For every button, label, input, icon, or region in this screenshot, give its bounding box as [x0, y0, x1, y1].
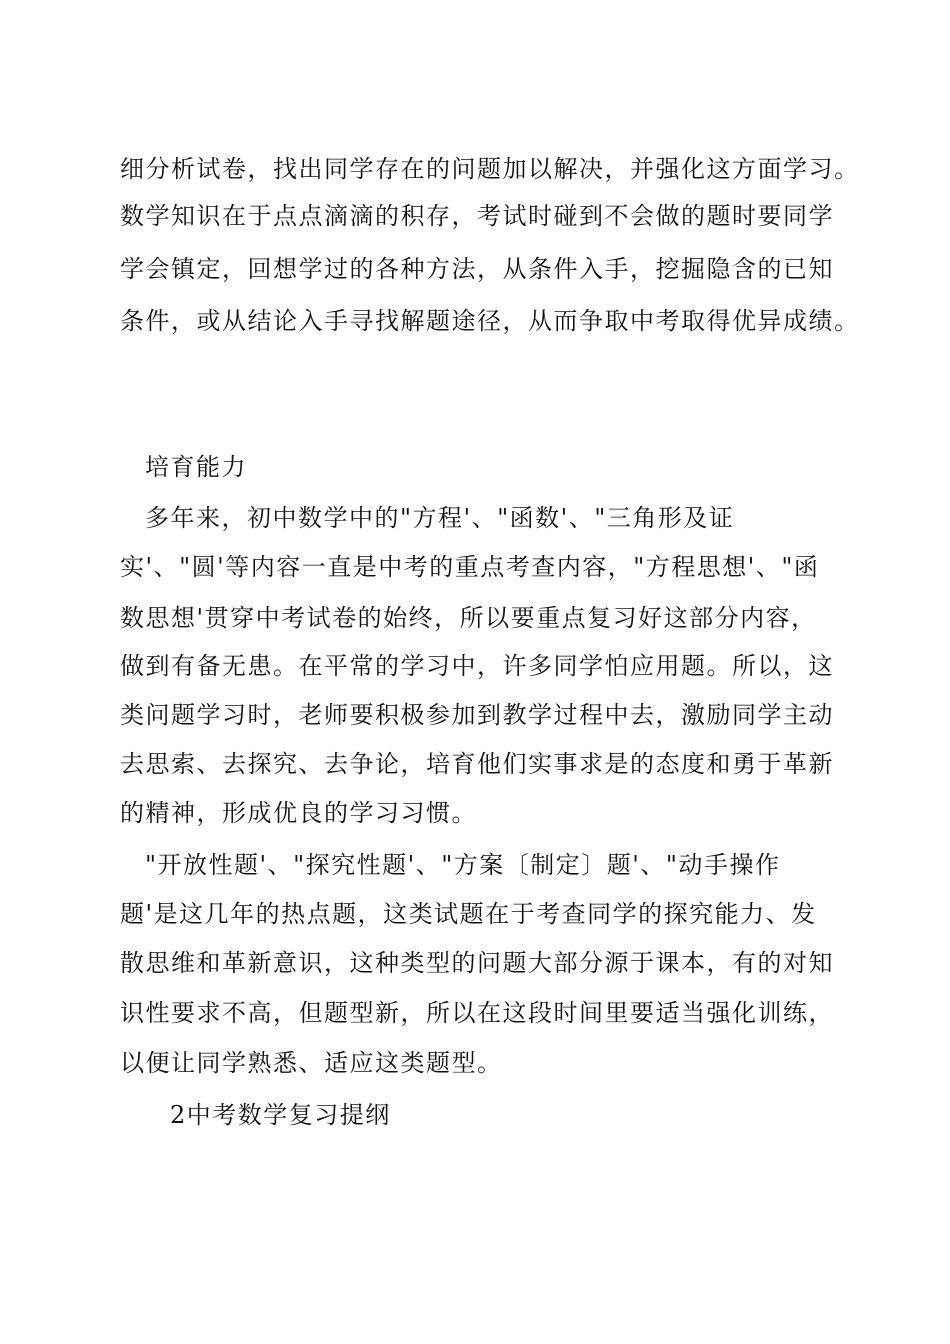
- paragraph-3-line-4: 识性要求不高，但题型新，所以在这段时间里要适当强化训练，: [120, 999, 834, 1027]
- paragraph-1-line-3: 学会镇定，回想学过的各种方法，从条件入手，挖掘隐含的已知: [120, 255, 834, 283]
- paragraph-2-line-6: 去思索、去探究、去争论，培育他们实事求是的态度和勇于革新: [120, 750, 834, 778]
- paragraph-2-line-1: 多年来，初中数学中的"方程'、"函数'、"三角形及证: [145, 504, 735, 532]
- paragraph-2-line-5: 类问题学习时，老师要积极参加到教学过程中去，激励同学主动: [120, 701, 834, 729]
- paragraph-3-line-5: 以便让同学熟悉、适应这类题型。: [120, 1049, 503, 1077]
- paragraph-1-line-2: 数学知识在于点点滴滴的积存，考试时碰到不会做的题时要同学: [120, 202, 834, 230]
- paragraph-2-line-3: 数思想'贯穿中考试卷的始终，所以要重点复习好这部分内容，: [120, 604, 817, 632]
- paragraph-3-line-2: 题'是这几年的热点题，这类试题在于考查同学的探究能力、发: [120, 900, 817, 928]
- paragraph-2-line-7: 的精神，形成优良的学习习惯。: [120, 799, 477, 827]
- paragraph-3-line-1: "开放性题'、"探究性题'、"方案〔制定〕题'、"动手操作: [145, 851, 781, 879]
- section-heading-peiyu-nengli: 培育能力: [145, 453, 247, 481]
- paragraph-1-line-4: 条件，或从结论入手寻找解题途径，从而争取中考取得优异成绩。: [120, 307, 860, 335]
- section-heading-review-outline: 2中考数学复习提纲: [170, 1101, 391, 1129]
- paragraph-2-line-4: 做到有备无患。在平常的学习中，许多同学怕应用题。所以，这: [120, 652, 834, 680]
- paragraph-1-line-1: 细分析试卷，找出同学存在的问题加以解决，并强化这方面学习。: [120, 155, 860, 183]
- paragraph-2-line-2: 实'、"圆'等内容一直是中考的重点考查内容，"方程思想'、"函: [120, 553, 820, 581]
- paragraph-3-line-3: 散思维和革新意识，这种类型的问题大部分源于课本，有的对知: [120, 949, 834, 977]
